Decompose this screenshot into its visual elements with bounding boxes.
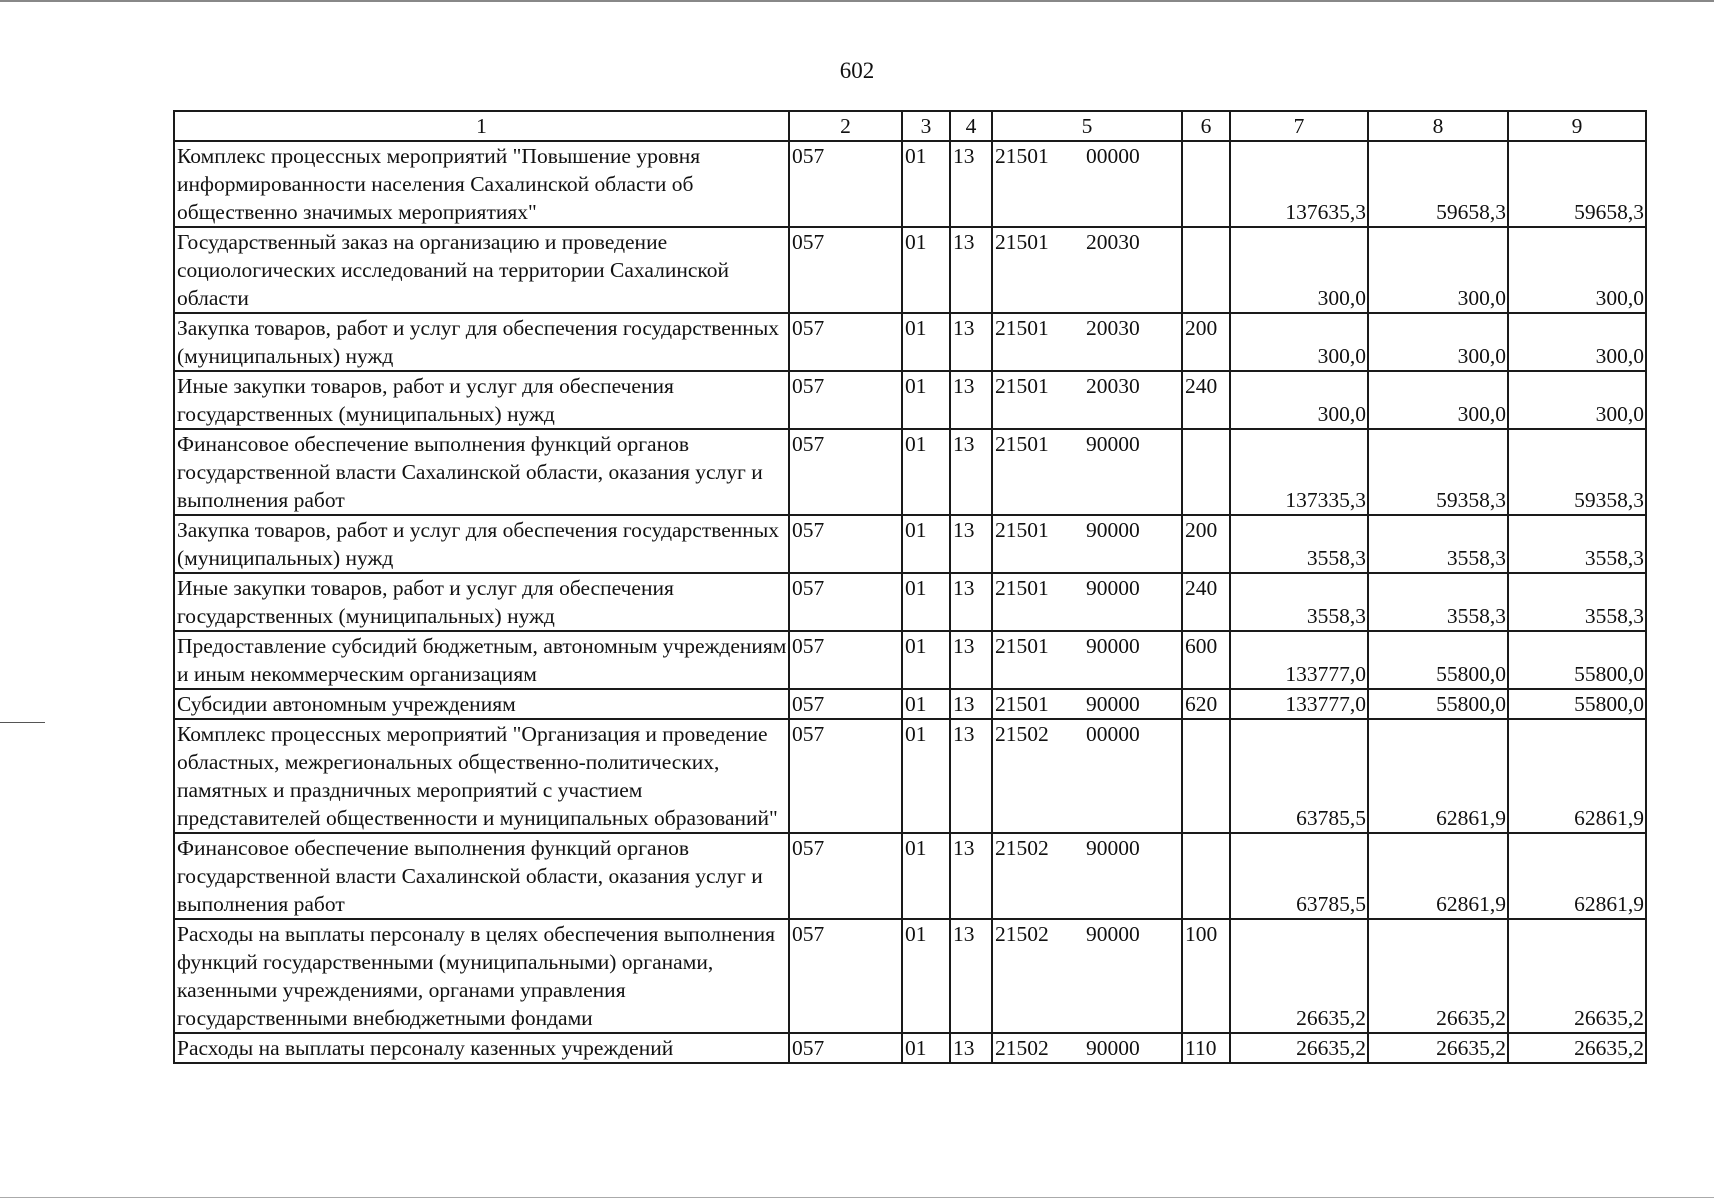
table-row: [174, 689, 1646, 719]
target-article-code: [992, 313, 1182, 371]
table-body: [174, 141, 1646, 1063]
expense-type-code: [1182, 227, 1230, 313]
amount-col8: 62861,9: [1368, 719, 1508, 833]
subsection-code: 13: [950, 1033, 992, 1063]
program-code: 21501: [995, 576, 1049, 600]
target-article-code: [992, 573, 1182, 631]
direction-code: 90000: [1086, 922, 1140, 946]
amount-col7: 63785,5: [1230, 719, 1368, 833]
ministry-code: 057: [789, 141, 902, 227]
subsection-code: 13: [950, 371, 992, 429]
amount-col9: 26635,2: [1508, 1033, 1646, 1063]
expense-type-code: [1182, 429, 1230, 515]
amount-col8: 3558,3: [1368, 515, 1508, 573]
scan-edge-line: [0, 1197, 1714, 1198]
expense-name: Расходы на выплаты персоналу в целях обеспечения выполнения функций государственными (муниципальными) органами, казенными учреждениями, органами управления государственными внебюджетными фондами: [174, 919, 789, 1033]
program-code: 21501: [995, 518, 1049, 542]
expense-type-code: 620: [1182, 689, 1230, 719]
ministry-code: 057: [789, 919, 902, 1033]
column-header: 9: [1508, 111, 1646, 141]
amount-col8: 3558,3: [1368, 573, 1508, 631]
expense-name: Расходы на выплаты персоналу казенных учреждений: [174, 1033, 789, 1063]
ministry-code: 057: [789, 515, 902, 573]
section-code: 01: [902, 573, 950, 631]
amount-col8: 300,0: [1368, 227, 1508, 313]
expense-type-code: 100: [1182, 919, 1230, 1033]
direction-code: 00000: [1086, 144, 1140, 168]
ministry-code: 057: [789, 719, 902, 833]
direction-code: 90000: [1086, 576, 1140, 600]
table-row: [174, 631, 1646, 689]
amount-col8: 59358,3: [1368, 429, 1508, 515]
subsection-code: 13: [950, 631, 992, 689]
expense-name: Финансовое обеспечение выполнения функций органов государственной власти Сахалинской области, оказания услуг и выполнения работ: [174, 429, 789, 515]
program-code: 21502: [995, 922, 1049, 946]
ministry-code: 057: [789, 1033, 902, 1063]
amount-col8: 59658,3: [1368, 141, 1508, 227]
amount-col8: 55800,0: [1368, 631, 1508, 689]
program-code: 21502: [995, 836, 1049, 860]
direction-code: 20030: [1086, 316, 1140, 340]
program-code: 21501: [995, 692, 1049, 716]
subsection-code: 13: [950, 141, 992, 227]
subsection-code: 13: [950, 515, 992, 573]
amount-col7: 300,0: [1230, 227, 1368, 313]
target-article-code: [992, 919, 1182, 1033]
ministry-code: 057: [789, 631, 902, 689]
program-code: 21501: [995, 634, 1049, 658]
ministry-code: 057: [789, 313, 902, 371]
section-code: 01: [902, 515, 950, 573]
amount-col7: 133777,0: [1230, 631, 1368, 689]
amount-col9: 300,0: [1508, 313, 1646, 371]
section-code: 01: [902, 1033, 950, 1063]
amount-col9: 300,0: [1508, 227, 1646, 313]
ministry-code: 057: [789, 371, 902, 429]
direction-code: 90000: [1086, 836, 1140, 860]
amount-col8: 26635,2: [1368, 1033, 1508, 1063]
section-code: 01: [902, 719, 950, 833]
table-row: [174, 719, 1646, 833]
direction-code: 20030: [1086, 374, 1140, 398]
amount-col7: 300,0: [1230, 371, 1368, 429]
expense-name: Иные закупки товаров, работ и услуг для обеспечения государственных (муниципальных) нужд: [174, 371, 789, 429]
amount-col9: 55800,0: [1508, 631, 1646, 689]
amount-col9: 59658,3: [1508, 141, 1646, 227]
section-code: 01: [902, 689, 950, 719]
amount-col7: 133777,0: [1230, 689, 1368, 719]
amount-col7: 63785,5: [1230, 833, 1368, 919]
table-row: [174, 1033, 1646, 1063]
amount-col9: 62861,9: [1508, 719, 1646, 833]
table-row: [174, 371, 1646, 429]
ministry-code: 057: [789, 833, 902, 919]
column-header: 2: [789, 111, 902, 141]
target-article-code: [992, 429, 1182, 515]
section-code: 01: [902, 141, 950, 227]
program-code: 21502: [995, 1036, 1049, 1060]
subsection-code: 13: [950, 313, 992, 371]
amount-col9: 3558,3: [1508, 515, 1646, 573]
section-code: 01: [902, 313, 950, 371]
amount-col8: 62861,9: [1368, 833, 1508, 919]
amount-col9: 300,0: [1508, 371, 1646, 429]
target-article-code: [992, 515, 1182, 573]
expense-name: Финансовое обеспечение выполнения функций органов государственной власти Сахалинской области, оказания услуг и выполнения работ: [174, 833, 789, 919]
program-code: 21501: [995, 316, 1049, 340]
table-row: [174, 919, 1646, 1033]
subsection-code: 13: [950, 919, 992, 1033]
scan-dash-mark: [0, 722, 45, 723]
page-number: 602: [839, 58, 875, 83]
amount-col7: 137335,3: [1230, 429, 1368, 515]
target-article-code: [992, 689, 1182, 719]
program-code: 21501: [995, 144, 1049, 168]
column-header: 6: [1182, 111, 1230, 141]
amount-col8: 300,0: [1368, 313, 1508, 371]
subsection-code: 13: [950, 573, 992, 631]
expense-name: Комплекс процессных мероприятий "Повышение уровня информированности населения Сахалинской области об общественно значимых мероприятиях": [174, 141, 789, 227]
amount-col9: 62861,9: [1508, 833, 1646, 919]
amount-col8: 26635,2: [1368, 919, 1508, 1033]
section-code: 01: [902, 371, 950, 429]
program-code: 21501: [995, 374, 1049, 398]
direction-code: 20030: [1086, 230, 1140, 254]
amount-col7: 26635,2: [1230, 1033, 1368, 1063]
section-code: 01: [902, 631, 950, 689]
column-header: 3: [902, 111, 950, 141]
expense-name: Закупка товаров, работ и услуг для обеспечения государственных (муниципальных) нужд: [174, 515, 789, 573]
section-code: 01: [902, 833, 950, 919]
program-code: 21501: [995, 230, 1049, 254]
table-row: [174, 833, 1646, 919]
scan-edge-line: [0, 0, 1714, 2]
ministry-code: 057: [789, 429, 902, 515]
amount-col8: 300,0: [1368, 371, 1508, 429]
subsection-code: 13: [950, 689, 992, 719]
direction-code: 90000: [1086, 692, 1140, 716]
amount-col7: 3558,3: [1230, 515, 1368, 573]
amount-col7: 26635,2: [1230, 919, 1368, 1033]
column-header: 8: [1368, 111, 1508, 141]
target-article-code: [992, 227, 1182, 313]
ministry-code: 057: [789, 689, 902, 719]
amount-col9: 3558,3: [1508, 573, 1646, 631]
section-code: 01: [902, 429, 950, 515]
column-number-row: [174, 111, 1646, 141]
ministry-code: 057: [789, 573, 902, 631]
expense-name: Комплекс процессных мероприятий "Организация и проведение областных, межрегиональных общественно-политических, памятных и праздничных мероприятий с участием представителей общественности и муниципальных образований": [174, 719, 789, 833]
direction-code: 90000: [1086, 518, 1140, 542]
budget-table: [173, 110, 1647, 1064]
expense-type-code: 110: [1182, 1033, 1230, 1063]
target-article-code: [992, 371, 1182, 429]
expense-type-code: 200: [1182, 515, 1230, 573]
target-article-code: [992, 833, 1182, 919]
target-article-code: [992, 141, 1182, 227]
subsection-code: 13: [950, 429, 992, 515]
target-article-code: [992, 1033, 1182, 1063]
column-header: 5: [992, 111, 1182, 141]
expense-type-code: [1182, 141, 1230, 227]
expense-type-code: 600: [1182, 631, 1230, 689]
amount-col9: 55800,0: [1508, 689, 1646, 719]
target-article-code: [992, 631, 1182, 689]
program-code: 21502: [995, 722, 1049, 746]
subsection-code: 13: [950, 227, 992, 313]
expense-name: Субсидии автономным учреждениям: [174, 689, 789, 719]
direction-code: 00000: [1086, 722, 1140, 746]
section-code: 01: [902, 919, 950, 1033]
program-code: 21501: [995, 432, 1049, 456]
column-header: 7: [1230, 111, 1368, 141]
expense-name: Иные закупки товаров, работ и услуг для обеспечения государственных (муниципальных) нужд: [174, 573, 789, 631]
direction-code: 90000: [1086, 634, 1140, 658]
expense-type-code: [1182, 719, 1230, 833]
target-article-code: [992, 719, 1182, 833]
amount-col9: 59358,3: [1508, 429, 1646, 515]
column-header: 4: [950, 111, 992, 141]
expense-name: Предоставление субсидий бюджетным, автономным учреждениям и иным некоммерческим организациям: [174, 631, 789, 689]
amount-col7: 3558,3: [1230, 573, 1368, 631]
subsection-code: 13: [950, 833, 992, 919]
direction-code: 90000: [1086, 1036, 1140, 1060]
section-code: 01: [902, 227, 950, 313]
amount-col7: 137635,3: [1230, 141, 1368, 227]
table-row: [174, 515, 1646, 573]
expense-type-code: [1182, 833, 1230, 919]
subsection-code: 13: [950, 719, 992, 833]
amount-col9: 26635,2: [1508, 919, 1646, 1033]
ministry-code: 057: [789, 227, 902, 313]
direction-code: 90000: [1086, 432, 1140, 456]
amount-col8: 55800,0: [1368, 689, 1508, 719]
column-header: 1: [174, 111, 789, 141]
table-row: [174, 429, 1646, 515]
expense-name: Государственный заказ на организацию и проведение социологических исследований на территории Сахалинской области: [174, 227, 789, 313]
expense-type-code: 240: [1182, 371, 1230, 429]
expense-name: Закупка товаров, работ и услуг для обеспечения государственных (муниципальных) нужд: [174, 313, 789, 371]
table-row: [174, 313, 1646, 371]
expense-type-code: 200: [1182, 313, 1230, 371]
expense-type-code: 240: [1182, 573, 1230, 631]
table-row: [174, 573, 1646, 631]
table-row: [174, 141, 1646, 227]
table-row: [174, 227, 1646, 313]
amount-col7: 300,0: [1230, 313, 1368, 371]
